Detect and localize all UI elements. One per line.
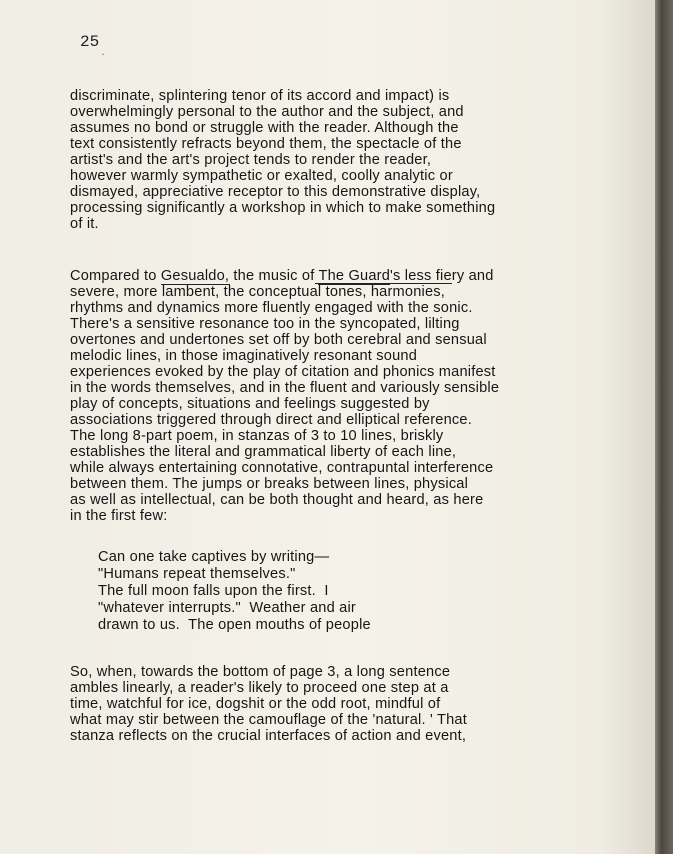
text-line: The long 8-part poem, in stanzas of 3 to 10 lines, briskly [70,428,444,444]
verse-line: Can one take captives by writing— [98,549,330,565]
text-line: establishes the literal and grammatical liberty of each line, [70,444,457,460]
verse-line: "Humans repeat themselves." [98,566,296,582]
pen-mark-lambent [172,284,230,285]
text-line: artist's and the art's project tends to render the reader, [70,152,432,168]
text-line: ambles linearly, a reader's likely to proceed one step at a [70,680,449,696]
text-line: So, when, towards the bottom of page 3, a long sentence [70,664,451,680]
text-line-first [70,268,615,284]
text-line: time, watchful for ice, dogshit or the odd root, mindful of [70,696,441,712]
text-line: melodic lines, in those imaginatively resonant sound [70,348,418,364]
text-line: in the words themselves, and in the fluent and variously sensible [70,380,500,396]
text-line: experiences evoked by the play of citation and phonics manifest [70,364,496,380]
verse-line: drawn to us. The open mouths of people [98,617,371,633]
text-line: severe, more lambent, the conceptual tones, harmonies, [70,284,446,300]
text-line: while always entertaining connotative, contrapuntal interference [70,460,494,476]
text-line: stanza reflects on the crucial interfaces of action and event, [70,728,467,744]
text-line: play of concepts, situations and feelings suggested by [70,396,430,412]
text-line: overwhelmingly personal to the author and the subject, and [70,104,464,120]
text-line: discriminate, splintering tenor of its accord and impact) is [70,88,450,104]
text-line: however warmly sympathetic or exalted, coolly analytic or [70,168,453,184]
pen-mark-tones-harmonies [315,283,452,284]
paragraph-1 [70,88,615,232]
verse-line: "whatever interrupts." Weather and air [98,600,356,616]
underlined-title-gesualdo: Gesualdo [160,268,225,284]
text-run: Compared to [70,268,161,284]
text-line: what may stir between the camouflage of the 'natural. ' That [70,712,467,728]
text-line: overtones and undertones set off by both cerebral and sensual [70,332,487,348]
paragraph-2 [70,268,615,524]
text-run: , the music of [224,268,319,284]
text-line: in the first few: [70,508,168,524]
verse-line: The full moon falls upon the first. I [98,583,329,599]
quoted-verse [98,549,518,634]
text-line: associations triggered through direct and elliptical reference. [70,412,472,428]
book-gutter-shadow [655,0,673,854]
text-line: rhythms and dynamics more fluently engaged with the sonic. [70,300,473,316]
stray-mark: ` [100,54,107,65]
text-line: assumes no bond or struggle with the reader. Although the [70,120,459,136]
text-line: of it. [70,216,99,232]
text-line: dismayed, appreciative receptor to this demonstrative display, [70,184,481,200]
page-number: 25 [80,33,100,51]
text-line: text consistently refracts beyond them, the spectacle of the [70,136,462,152]
text-line: There's a sensitive resonance too in the syncopated, lilting [70,316,460,332]
text-run: 's less fiery and [390,268,494,284]
paragraph-3 [70,664,615,744]
text-line: as well as intellectual, can be both thought and heard, as here [70,492,484,508]
text-line: processing significantly a workshop in which to make something [70,200,496,216]
underlined-title-the-guard: The Guard [318,268,391,284]
text-line: between them. The jumps or breaks between lines, physical [70,476,469,492]
